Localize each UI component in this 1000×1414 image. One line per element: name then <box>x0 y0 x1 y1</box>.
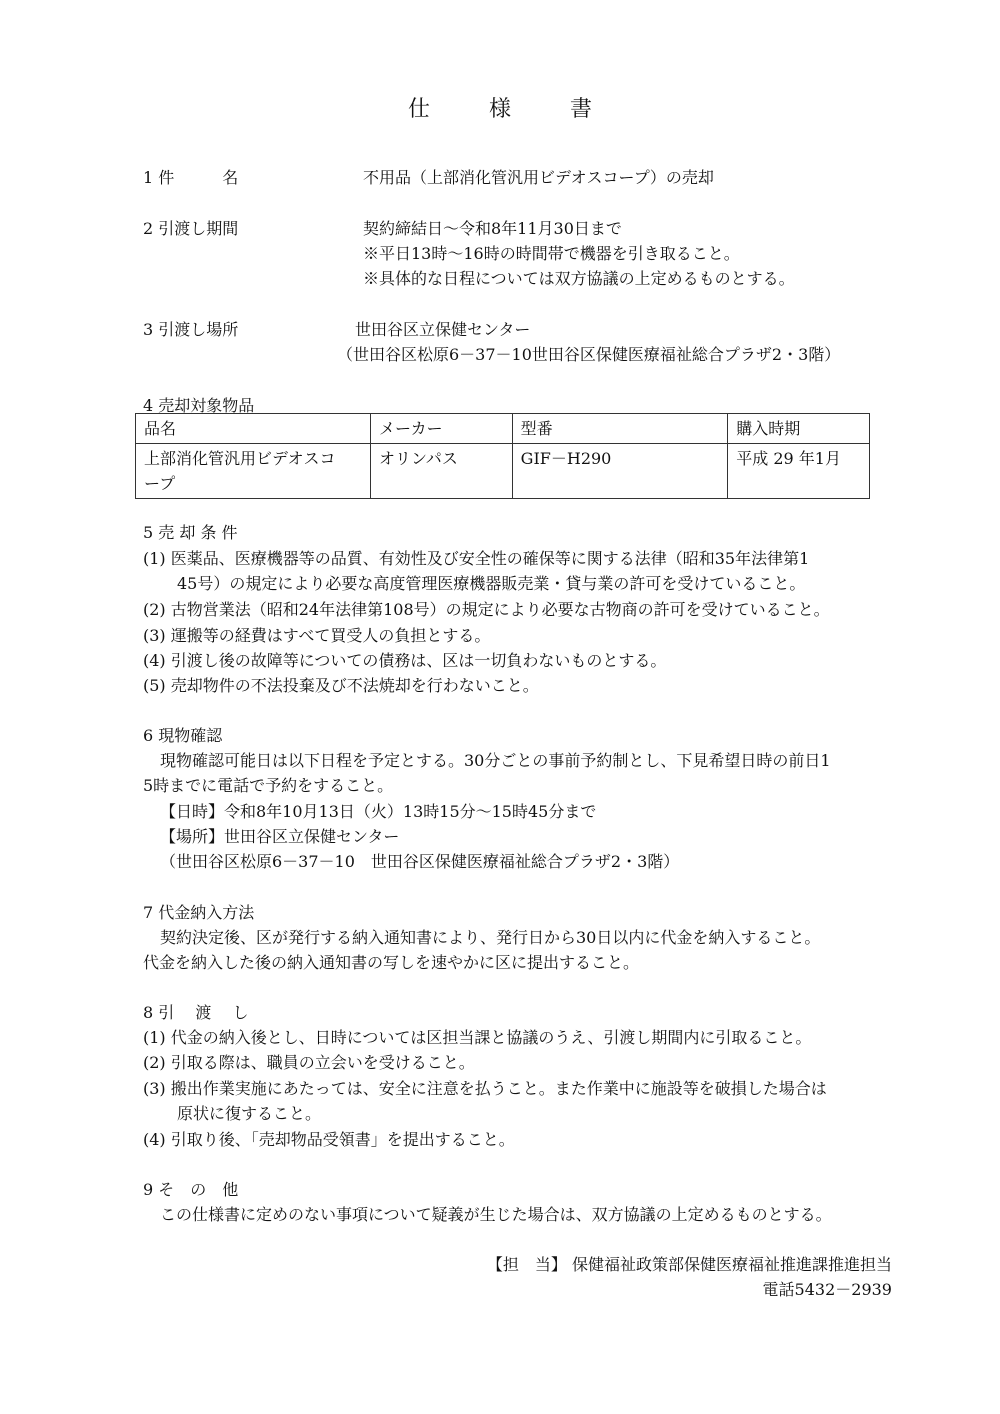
inspection-place: 【場所】世田谷区立保健センター <box>160 827 400 846</box>
condition-item: (4) 引渡し後の故障等についての債務は、区は一切負わないものとする。 <box>143 651 667 670</box>
inspection-datetime: 【日時】令和8年10月13日（火）13時15分～15時45分まで <box>160 802 597 821</box>
handover-item: (3) 搬出作業実施にあたっては、安全に注意を払うこと。また作業中に施設等を破損した場合は <box>143 1079 827 1098</box>
table-header: 品名 <box>136 414 371 444</box>
condition-item: (1) 医薬品、医療機器等の品質、有効性及び安全性の確保等に関する法律（昭和35年法律第1 <box>143 549 810 568</box>
section-3-label: 3 引渡し場所 <box>143 320 239 339</box>
table-cell: オリンパス <box>370 444 512 499</box>
section-9-label: 9 そ の 他 <box>143 1180 239 1199</box>
contact-phone: 電話5432－2939 <box>762 1280 892 1299</box>
other-text: この仕様書に定めのない事項について疑義が生じた場合は、双方協議の上定めるものとする。 <box>160 1205 832 1224</box>
delivery-period-note: ※具体的な日程については双方協議の上定めるものとする。 <box>363 269 795 288</box>
delivery-period-line: 契約締結日～令和8年11月30日まで <box>363 219 622 238</box>
condition-item-continued: 45号）の規定により必要な高度管理医療機器販売業・貸与業の許可を受けていること。 <box>177 574 806 593</box>
table-header-row <box>136 414 870 444</box>
item-name-value: 不用品（上部消化管汎用ビデオスコープ）の売却 <box>363 168 714 187</box>
section-8-label: 8 引 渡 し <box>143 1003 249 1022</box>
contact-department: 【担 当】 保健福祉政策部保健医療福祉推進課推進担当 <box>486 1255 892 1274</box>
condition-item: (3) 運搬等の経費はすべて買受人の負担とする。 <box>143 626 491 645</box>
handover-item: (2) 引取る際は、職員の立会いを受けること。 <box>143 1053 475 1072</box>
section-6-label: 6 現物確認 <box>143 726 223 745</box>
handover-item-continued: 原状に復すること。 <box>177 1104 322 1123</box>
condition-item: (2) 古物営業法（昭和24年法律第108号）の規定により必要な古物商の許可を受けていること。 <box>143 600 830 619</box>
table-header: 購入時期 <box>728 414 870 444</box>
table-cell: 平成 29 年1月 <box>728 444 870 499</box>
section-1-label: 1 件 名 <box>143 168 239 187</box>
item-product-name: 上部消化管汎用ビデオスコープ <box>144 449 336 493</box>
delivery-address: （世田谷区松原6－37－10世田谷区保健医療福祉総合プラザ2・3階） <box>337 345 841 364</box>
inspection-text: 5時までに電話で予約をすること。 <box>143 776 394 795</box>
condition-item: (5) 売却物件の不法投棄及び不法焼却を行わないこと。 <box>143 676 539 695</box>
section-5-label: 5 売 却 条 件 <box>143 523 238 542</box>
payment-text: 代金を納入した後の納入通知書の写しを速やかに区に提出すること。 <box>143 953 640 972</box>
delivery-period-note: ※平日13時～16時の時間帯で機器を引き取ること。 <box>363 244 740 263</box>
delivery-place: 世田谷区立保健センター <box>355 320 531 339</box>
section-7-label: 7 代金納入方法 <box>143 903 255 922</box>
handover-item: (1) 代金の納入後とし、日時については区担当課と協議のうえ、引渡し期間内に引取ること。 <box>143 1028 812 1047</box>
items-table <box>135 413 870 499</box>
payment-text: 契約決定後、区が発行する納入通知書により、発行日から30日以内に代金を納入すること。 <box>160 928 821 947</box>
table-cell <box>136 444 371 499</box>
section-2-label: 2 引渡し期間 <box>143 219 239 238</box>
inspection-text: 現物確認可能日は以下日程を予定とする。30分ごとの事前予約制とし、下見希望日時の前日1 <box>160 751 831 770</box>
handover-item: (4) 引取り後、「売却物品受領書」を提出すること。 <box>143 1130 515 1149</box>
document-title: 仕 様 書 <box>408 97 618 122</box>
table-header: 型番 <box>512 414 728 444</box>
table-header: メーカー <box>370 414 512 444</box>
table-cell: GIF－H290 <box>512 444 728 499</box>
section-4-label: 4 売却対象物品 <box>143 396 255 415</box>
inspection-address: （世田谷区松原6－37－10 世田谷区保健医療福祉総合プラザ2・3階） <box>160 852 680 871</box>
table-row <box>136 444 870 499</box>
